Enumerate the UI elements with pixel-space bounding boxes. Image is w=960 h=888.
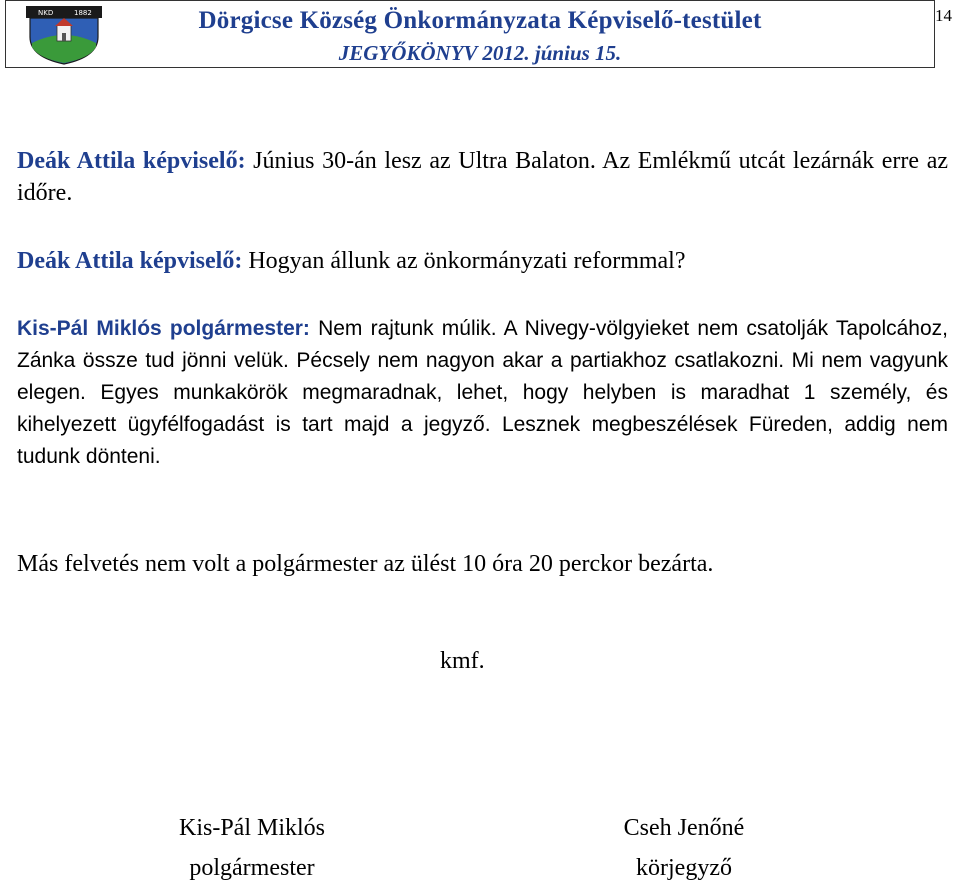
paragraph-1 — [17, 145, 948, 209]
signature-name: Cseh Jenőné — [623, 815, 745, 841]
signature-left — [122, 808, 382, 888]
document-header — [5, 0, 935, 68]
header-title: Dörgicse Község Önkormányzata Képviselő-testület — [198, 7, 762, 34]
logo-left-text: NKD — [38, 9, 54, 17]
header-subtitle: JEGYŐKÖNYV 2012. június 15. — [338, 41, 622, 65]
speaker-label: Deák Attila képvis​elő: — [17, 248, 243, 274]
paragraph-2 — [17, 245, 948, 277]
speaker-label: Kis-Pál Miklós polgármester: — [17, 317, 310, 340]
signature-role: polgármester — [189, 855, 315, 881]
paragraph-text: Nem rajtunk múlik. A Nivegy-völgyieket nem csatolják Tapolcához, Zánka össze tud jönni velük. Pécsely nem nagyon akar a partiakhoz csatlakozni. Mi nem vagyunk elegen. Egyes munkakörök megmaradnak, lehet, hogy helyben is maradhat 1 személy, és kihelyezett ügyfélfogadást is tart majd a jegyző. Lesznek megbeszélések Füreden, addig nem tudunk dönteni. — [17, 317, 948, 468]
signature-role: körjegyző — [636, 855, 732, 881]
kmf-label: kmf. — [440, 648, 485, 674]
paragraph-text: Hogyan állunk az önkormányzati reformmal? — [242, 248, 686, 274]
closing-statement: Más felvetés nem volt a polgármester az ülést 10 óra 20 perckor bezárta. — [17, 551, 714, 577]
signature-name: Kis-Pál Miklós — [178, 815, 325, 841]
signature-right — [554, 808, 814, 888]
logo-right-text: 1882 — [74, 9, 92, 17]
speaker-label: Deák Attila képviselő: — [17, 148, 246, 174]
paragraph-3 — [17, 313, 948, 473]
paragraph-text: Június 30-án lesz az Ultra Balaton. Az Emlékmű utcát lezárnák erre az időre. — [17, 148, 948, 206]
page-number: 14 — [935, 6, 952, 25]
